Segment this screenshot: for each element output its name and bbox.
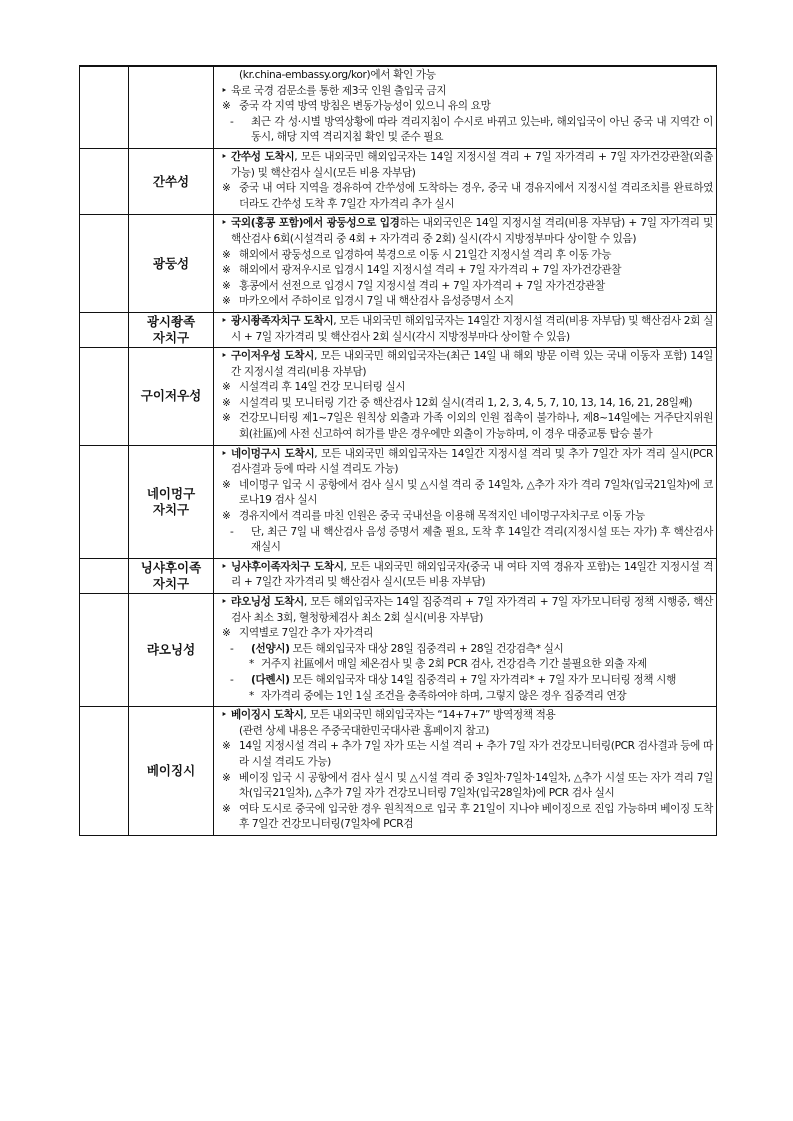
bullet-marker: ※ (222, 510, 231, 523)
bullet-marker: ※ (222, 478, 231, 491)
emphasis-text: 베이징시 도착시 (231, 709, 304, 722)
line-text: 베이징 입국 시 공항에서 검사 실시 및 △시설 격리 중 3일차·7일차·14일차, △추가 시설 또는 자가 격리 7일차(입국21일차), △추가 7일 자가 건강모니터링 7일차(입국28일차)에 PCR 검사 실시 (239, 771, 713, 800)
line-text: , 모든 내외국민 해외입국자는(최근 14일 내 해외 방문 이력 있는 국내 이동자 포함) 14일간 지정시설 격리(비용 자부담) (231, 350, 713, 378)
region-name: 광시좡족 (146, 314, 196, 329)
table-row (80, 215, 717, 313)
emphasis-text: 랴오닝성 도착시 (231, 596, 304, 608)
region-name: 랴오닝성 (146, 642, 196, 658)
policy-line (221, 248, 713, 264)
bullet-marker: ※ (222, 248, 231, 261)
policy-line (221, 314, 713, 345)
bullet-marker: ‣ (221, 596, 227, 608)
policy-line (221, 150, 713, 181)
policy-line (221, 181, 713, 212)
region-name-cell (129, 312, 214, 347)
bullet-marker: ※ (222, 740, 231, 753)
bullet-marker: ※ (222, 279, 231, 292)
policy-line (221, 447, 713, 478)
table-row (80, 148, 717, 214)
policy-line (221, 478, 713, 509)
table-row (80, 707, 717, 836)
bullet-marker: ‣ (221, 217, 227, 230)
policy-details-cell (214, 594, 717, 707)
policy-line (221, 689, 713, 705)
line-text: 해외에서 광둥성으로 입경하여 북경으로 이동 시 21일간 지정시설 격리 후 이동 가능 (239, 248, 612, 261)
line-text: 해외에서 광저우시로 입경시 14일 지정시설 격리 + 7일 자가격리 + 7일 자가건강관찰 (239, 264, 622, 277)
line-text: (kr.china-embassy.org/kor)에서 확인 가능 (239, 69, 436, 81)
emphasis-text: 닝샤후이족자치구 도착시 (231, 560, 344, 573)
bullet-marker: - (230, 115, 234, 128)
region-name: 광둥성 (152, 255, 190, 271)
line-text: (관련 상세 내용은 주중국대한민국대사관 홈페이지 참고) (239, 724, 489, 737)
blank-column-cell (80, 707, 129, 836)
line-text: 거주지 社區에서 매일 체온검사 및 총 2회 PCR 검사, 건강검측 기간 불필요한 외출 자제 (261, 658, 647, 671)
policy-line (221, 99, 713, 115)
policy-line (221, 84, 713, 100)
policy-line (221, 216, 713, 247)
blank-column-cell (80, 594, 129, 707)
region-name: 구이저우성 (140, 388, 202, 404)
bullet-marker: - (230, 642, 234, 655)
blank-column-cell (80, 445, 129, 558)
policy-line (221, 657, 713, 673)
table-row (80, 445, 717, 558)
blank-column-cell (80, 66, 129, 148)
policy-details-cell (214, 707, 717, 836)
line-text: 건강모니터링 제1~7일은 원칙상 외출과 가족 이외의 인원 접촉이 불가하나, 제8~14일에는 거주단지위원회(社區)에 사전 신고하여 허가를 받은 경우에만 외출이 가능하며, 이 경우 대중교통 탑승 불가 (239, 412, 713, 441)
policy-line (221, 263, 713, 279)
region-name-cell (129, 594, 214, 707)
emphasis-text: (다롄시) (251, 673, 290, 686)
line-text: 중국 내 여타 지역을 경유하여 간쑤성에 도착하는 경우, 중국 내 경유지에서 지정시설 격리조치를 완료하였더라도 간쑤성 도착 후 7일간 자가격리 추가 실시 (239, 182, 713, 210)
table-row (80, 348, 717, 446)
line-text: , 모든 내외국민 해외입국자는 14일간 지정시설 격리 및 추가 7일간 자가 격리 실시(PCR 검사결과 등에 따라 시설 격리도 가능) (231, 447, 713, 476)
region-name-cell (129, 445, 214, 558)
policy-line (221, 380, 713, 396)
line-text: , 모든 내외국민 해외입국자는 14일간 지정시설 격리(비용 자부담) 및 핵산검사 2회 실시 + 7일 자가격리 및 핵산검사 2회 실시(각시 지방정부마다 상이할 수 있음) (231, 314, 713, 343)
policy-line (221, 279, 713, 295)
bullet-marker: ※ (222, 381, 231, 394)
bullet-marker: ※ (222, 295, 231, 308)
blank-column-cell (80, 148, 129, 214)
line-text: 마카오에서 주하이로 입경시 7일 내 핵산검사 음성증명서 소지 (239, 295, 514, 308)
region-name: 자치구 (152, 575, 190, 591)
bullet-marker: ※ (222, 802, 231, 815)
table-row (80, 312, 717, 347)
policy-line (221, 673, 713, 689)
policy-line (221, 396, 713, 412)
region-name-cell (129, 215, 214, 313)
line-text: 중국 각 지역 방역 방침은 변동가능성이 있으니 유의 요망 (239, 100, 491, 113)
line-text: 단, 최근 7일 내 핵산검사 음성 증명서 제출 필요, 도착 후 14일간 격리(지정시설 또는 자가) 후 핵산검사 재실시 (251, 525, 713, 554)
bullet-marker: * (249, 689, 254, 702)
emphasis-text: 구이저우성 도착시 (231, 350, 314, 363)
region-name: 베이징시 (146, 763, 196, 779)
line-text: 14일 지정시설 격리 + 추가 7일 자가 또는 시설 격리 + 추가 7일 자가 건강모니터링(PCR 검사결과 등에 따라 시설 격리도 가능) (239, 740, 713, 768)
policy-details-cell (214, 445, 717, 558)
policy-line (221, 560, 713, 591)
bullet-marker: ‣ (221, 709, 227, 722)
line-text: 경유지에서 격리를 마친 인원은 중국 국내선을 이용해 목적지인 네이멍구자치구로 이동 가능 (239, 510, 645, 523)
policy-details-cell (214, 148, 717, 214)
region-name-cell (129, 558, 214, 593)
region-name: 자치구 (152, 330, 190, 345)
policy-details-cell (214, 558, 717, 593)
line-text: , 모든 내외국민 해외입국자(중국 내 여타 지역 경유자 포함)는 14일간 지정시설 격리 + 7일간 자가격리 및 핵산검사 실시(모든 비용 자부담) (231, 560, 713, 589)
line-text: 자가격리 중에는 1인 1실 조건을 충족하여야 하며, 그렇지 않은 경우 집중격리 연장 (261, 689, 627, 702)
blank-column-cell (80, 558, 129, 593)
policy-line (221, 708, 713, 724)
line-text: , 모든 내외국민 해외입국자는 14일 지정시설 격리 + 7일 자가격리 + 7일 자가건강관찰(외출 가능) 및 핵산검사 실시(모든 비용 자부담) (231, 150, 714, 179)
policy-details-cell (214, 215, 717, 313)
bullet-marker: ‣ (221, 150, 227, 163)
policy-line (221, 68, 713, 84)
line-text: 시설격리 후 14일 건강 모니터링 실시 (239, 381, 406, 394)
bullet-marker: ※ (222, 627, 231, 640)
line-text: , 모든 내외국민 해외입국자는 “14+7+7” 방역정책 적용 (303, 709, 556, 722)
bullet-marker: - (230, 525, 234, 538)
bullet-marker: * (249, 658, 254, 671)
bullet-marker: ※ (222, 264, 231, 277)
policy-line (221, 509, 713, 525)
policy-line (221, 802, 713, 833)
policy-line (221, 595, 713, 626)
blank-column-cell (80, 215, 129, 313)
bullet-marker: ※ (222, 100, 231, 113)
bullet-marker: ‣ (221, 350, 227, 363)
region-name: 간쑤성 (152, 173, 190, 189)
line-text: 홍콩에서 선전으로 입경시 7일 지정시설 격리 + 7일 자가격리 + 7일 자가건강관찰 (239, 279, 605, 292)
line-text: 최근 각 성·시별 방역상황에 따라 격리지침이 수시로 바뀌고 있는바, 해외입국이 아닌 중국 내 지역간 이동시, 해당 지역 격리지침 확인 및 준수 필요 (251, 115, 713, 144)
policy-line (221, 115, 713, 146)
line-text: 네이멍구 입국 시 공항에서 검사 실시 및 △시설 격리 중 14일차, △추가 자가 격리 7일차(입국21일차)에 코로나19 검사 실시 (239, 478, 713, 507)
policy-line (221, 525, 713, 556)
policy-line (221, 642, 713, 658)
policy-details-cell (214, 66, 717, 148)
emphasis-text: 간쑤성 도착시 (231, 150, 295, 163)
emphasis-text: 네이멍구시 도착시 (231, 447, 315, 460)
quarantine-policy-table (79, 65, 717, 836)
bullet-marker: ※ (222, 182, 231, 195)
region-name-cell (129, 66, 214, 148)
policy-line (221, 626, 713, 642)
bullet-marker: ‣ (221, 84, 227, 97)
table-row (80, 66, 717, 148)
bullet-marker: - (230, 673, 234, 686)
policy-line (221, 294, 713, 310)
policy-line (221, 349, 713, 380)
line-text: 시설격리 및 모니터링 기간 중 핵산검사 12회 실시(격리 1, 2, 3, 4, 5, 7, 10, 13, 14, 16, 21, 28일째) (239, 396, 693, 409)
region-name: 네이멍구 (146, 485, 196, 501)
policy-line (221, 411, 713, 442)
emphasis-text: 국외(홍콩 포함)에서 광둥성으로 입경 (231, 217, 400, 230)
policy-details-cell (214, 348, 717, 446)
line-text: , 모든 해외입국자는 14일 집중격리 + 7일 자가격리 + 7일 자가모니터링 정책 시행중, 핵산검사 최소 3회, 혈청항체검사 최소 2회 실시(비용 자부담) (231, 596, 713, 624)
region-name-cell (129, 707, 214, 836)
policy-line (221, 739, 713, 770)
policy-details-cell (214, 312, 717, 347)
table-row (80, 558, 717, 593)
emphasis-text: (선양시) (251, 642, 290, 655)
policy-line (221, 724, 713, 740)
bullet-marker: ‣ (221, 314, 227, 327)
blank-column-cell (80, 312, 129, 347)
region-name-cell (129, 348, 214, 446)
line-text: 여타 도시로 중국에 입국한 경우 원칙적으로 입국 후 21일이 지나야 베이징으로 진입 가능하며 베이징 도착 후 7일간 건강모니터링(7일차에 PCR검 (239, 802, 713, 831)
bullet-marker: ※ (222, 412, 231, 425)
policy-line (221, 771, 713, 802)
table-body (80, 66, 717, 835)
table-row (80, 594, 717, 707)
region-name: 자치구 (152, 501, 190, 517)
line-text: 지역별로 7일간 추가 자가격리 (239, 627, 374, 640)
bullet-marker: ‣ (221, 447, 227, 460)
bullet-marker: ※ (222, 396, 231, 409)
line-text: 모든 해외입국자 대상 28일 집중격리 + 28일 건강검측* 실시 (289, 642, 564, 655)
line-text: 모든 해외입국자 대상 14일 집중격리 + 7일 자가격리* + 7일 자가 모니터링 정책 시행 (289, 673, 676, 686)
line-text: 육로 국경 검문소를 통한 제3국 인원 출입국 금지 (231, 84, 447, 97)
bullet-marker: ※ (222, 771, 231, 784)
region-name: 닝샤후이족 (140, 559, 202, 575)
region-name-cell (129, 148, 214, 214)
emphasis-text: 광시좡족자치구 도착시 (231, 314, 334, 327)
line-text: 하는 내외국인은 14일 지정시설 격리(비용 자부담) + 7일 자가격리 및 핵산검사 6회(시설격리 중 4회 + 자가격리 중 2회) 실시(각시 지방정부마다 상이할 수 있음) (231, 217, 713, 245)
bullet-marker: ‣ (221, 560, 227, 573)
blank-column-cell (80, 348, 129, 446)
